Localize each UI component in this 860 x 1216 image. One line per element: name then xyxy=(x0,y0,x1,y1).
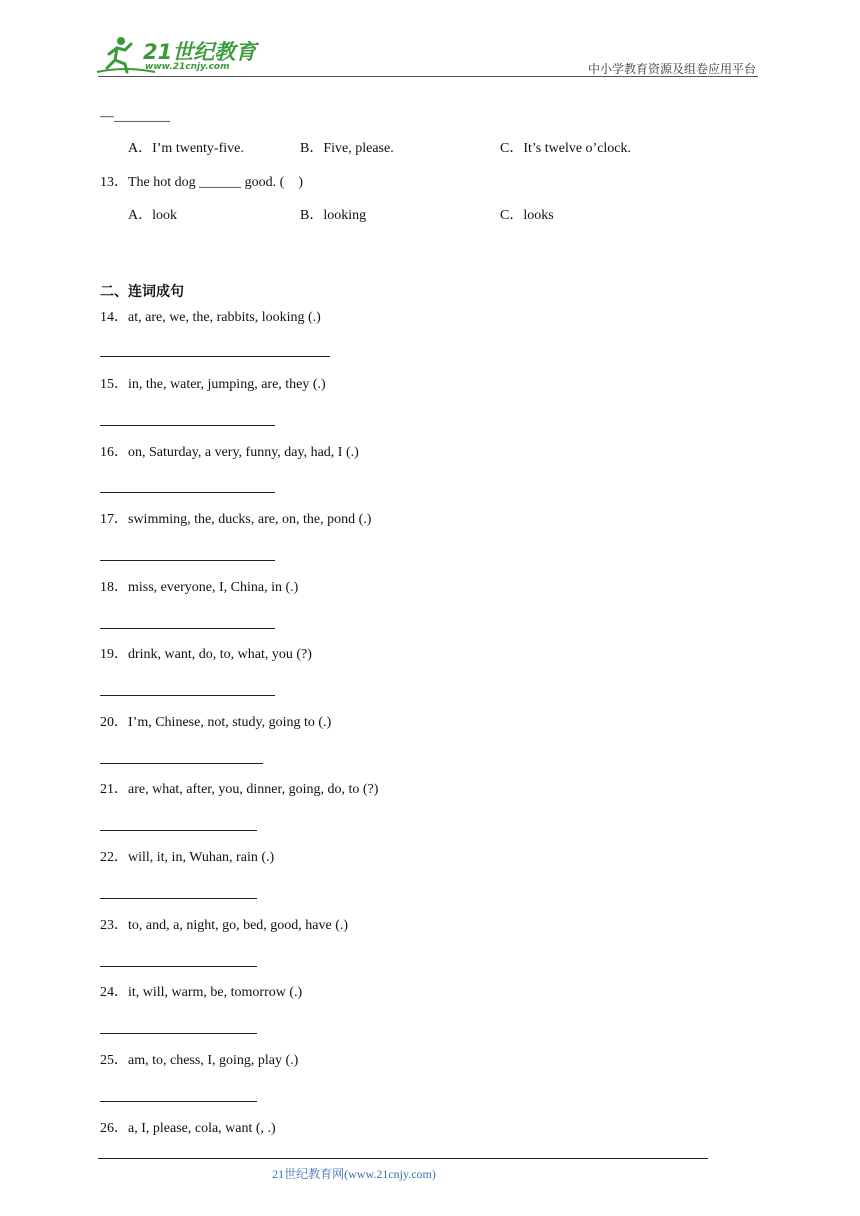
question-24: 24．it, will, warm, be, tomorrow (.) xyxy=(100,985,303,1000)
question-18: 18．miss, everyone, I, China, in (.) xyxy=(100,580,299,595)
question-19: 19．drink, want, do, to, what, you (?) xyxy=(100,647,312,662)
q12-option-a: A．I’m twenty-five. xyxy=(128,141,244,156)
answer-line-22[interactable] xyxy=(100,898,257,899)
logo-title: 21世纪教育 xyxy=(143,40,257,64)
question-23: 23．to, and, a, night, go, bed, good, have (.) xyxy=(100,918,349,933)
answer-line-20[interactable] xyxy=(100,763,263,764)
logo xyxy=(95,32,265,76)
answer-line-23[interactable] xyxy=(100,966,257,967)
q13-option-b: B．looking xyxy=(300,208,367,223)
answer-line-24[interactable] xyxy=(100,1033,257,1034)
q13-stem: 13．The hot dog ______ good. ( ) xyxy=(100,175,303,190)
q13-option-a: A．look xyxy=(128,208,177,223)
answer-line-18[interactable] xyxy=(100,628,275,629)
q12-option-b: B．Five, please. xyxy=(300,141,394,156)
answer-line-17[interactable] xyxy=(100,560,275,561)
q13-option-c: C．looks xyxy=(500,208,554,223)
question-21: 21．are, what, after, you, dinner, going, do, to (?) xyxy=(100,782,379,797)
question-16: 16．on, Saturday, a very, funny, day, had, I (.) xyxy=(100,445,359,460)
answer-line-14[interactable] xyxy=(100,356,330,357)
answer-line-15[interactable] xyxy=(100,425,275,426)
header-platform-text: 中小学教育资源及组卷应用平台 xyxy=(587,62,756,76)
section-title: 二、连词成句 xyxy=(100,284,184,300)
answer-line-19[interactable] xyxy=(100,695,275,696)
question-25: 25．am, to, chess, I, going, play (.) xyxy=(100,1053,299,1068)
question-17: 17．swimming, the, ducks, are, on, the, pond (.) xyxy=(100,512,372,527)
header-divider xyxy=(98,76,758,77)
q12-option-c: C．It’s twelve o’clock. xyxy=(500,141,632,156)
q12-answer-blank: —________ xyxy=(100,109,170,124)
question-26: 26．a, I, please, cola, want (, .) xyxy=(100,1121,276,1136)
logo-url: www.21cnjy.com xyxy=(145,62,230,72)
footer-link[interactable]: 21世纪教育网(www.21cnjy.com) xyxy=(272,1167,436,1181)
answer-line-16[interactable] xyxy=(100,492,275,493)
question-15: 15．in, the, water, jumping, are, they (.) xyxy=(100,377,326,392)
question-14: 14．at, are, we, the, rabbits, looking (.) xyxy=(100,310,321,325)
answer-line-21[interactable] xyxy=(100,830,257,831)
answer-line-25[interactable] xyxy=(100,1101,257,1102)
footer-divider xyxy=(98,1158,708,1159)
question-20: 20．I’m, Chinese, not, study, going to (.) xyxy=(100,715,332,730)
question-22: 22．will, it, in, Wuhan, rain (.) xyxy=(100,850,275,865)
